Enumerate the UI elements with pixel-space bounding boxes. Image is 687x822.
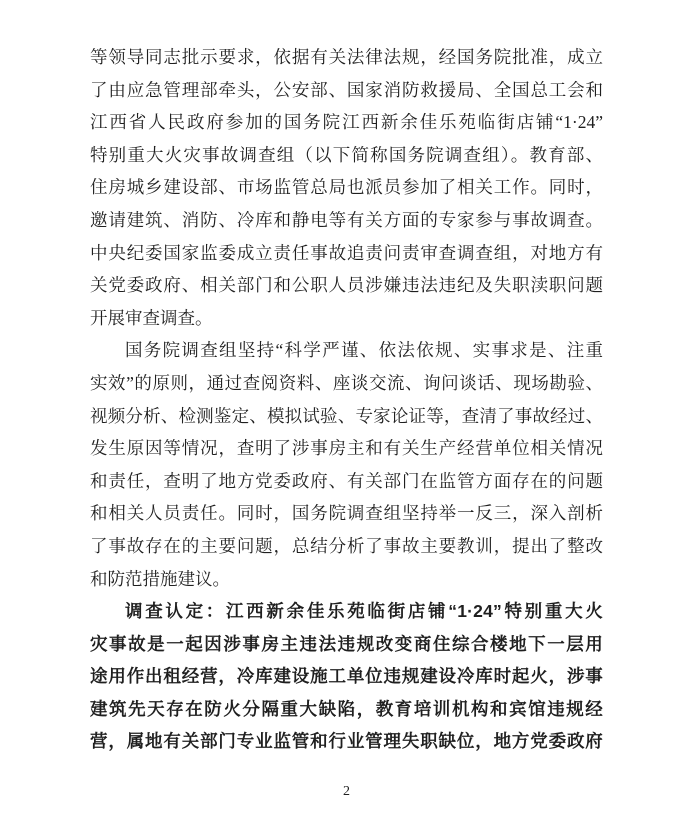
text-line: 实效”的原则，通过查阅资料、座谈交流、询问谈话、现场勘验、: [90, 372, 603, 393]
text-line: 发生原因等情况，查明了涉事房主和有关生产经营单位相关情况: [90, 438, 603, 459]
text-line: 等领导同志批示要求，依据有关法律法规，经国务院批准，成立: [90, 47, 603, 67]
text-line: 江西省人民政府参加的国务院江西新余佳乐苑临街店铺“1·24”: [90, 112, 603, 133]
text-line: 了事故存在的主要问题，总结分析了事故主要教训，提出了整改: [90, 535, 603, 556]
text-line: 国务院调查组坚持“科学严谨、依法依规、实事求是、注重: [125, 340, 603, 361]
paragraph-investigation-methods: [90, 334, 603, 595]
text-line: 营，属地有关部门专业监管和行业管理失职缺位，地方党委政府: [90, 731, 603, 752]
text-line: 视频分析、检测鉴定、模拟试验、专家论证等，查清了事故经过、: [90, 405, 603, 426]
text-line: 住房城乡建设部、市场监管总局也派员参加了相关工作。同时，: [90, 177, 603, 198]
text-line: 和防范措施建议。: [90, 568, 230, 589]
text-line: 邀请建筑、消防、冷库和静电等有关方面的专家参与事故调查。: [90, 209, 603, 230]
text-line: 中央纪委国家监委成立责任事故追责问责审查调查组，对地方有: [90, 242, 603, 263]
text-line: 了由应急管理部牵头，公安部、国家消防救援局、全国总工会和: [90, 79, 603, 100]
text-line: 关党委政府、相关部门和公职人员涉嫌违法违纪及失职渎职问题: [90, 275, 603, 296]
text-line: 调查认定：江西新余佳乐苑临街店铺“1·24”特别重大火: [125, 601, 603, 622]
text-line: 建筑先天存在防火分隔重大缺陷，教育培训机构和宾馆违规经: [90, 698, 603, 719]
paragraph-investigation-team-formation: [90, 41, 603, 334]
text-line: 途用作出租经营，冷库建设施工单位违规建设冷库时起火，涉事: [90, 666, 603, 687]
text-line: 灾事故是一起因涉事房主违法违规改变商住综合楼地下一层用: [90, 633, 603, 654]
document-body: [90, 41, 603, 758]
text-line: 开展审查调查。: [90, 307, 213, 328]
paragraph-investigation-findings: [90, 595, 603, 758]
text-line: 和相关人员责任。同时，国务院调查组坚持举一反三，深入剖析: [90, 503, 603, 524]
text-line: 特别重大火灾事故调查组（以下简称国务院调查组）。教育部、: [90, 144, 603, 165]
text-line: 和责任，查明了地方党委政府、有关部门在监管方面存在的问题: [90, 470, 603, 491]
page-number: 2: [343, 784, 350, 799]
